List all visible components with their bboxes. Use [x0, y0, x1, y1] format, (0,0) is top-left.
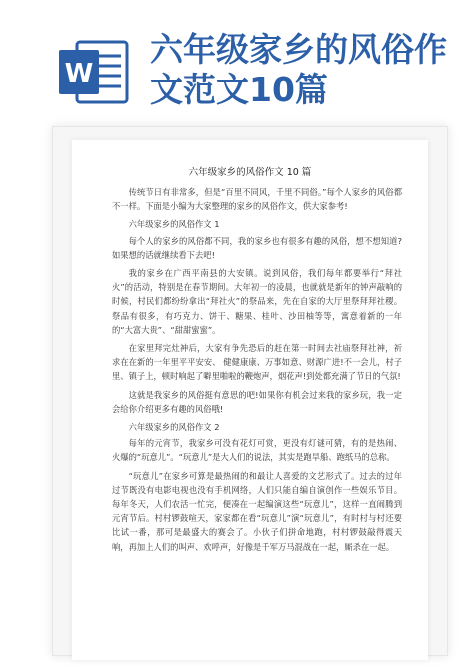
paragraph: 这就是我家乡的风俗挺有意思的吧!如果你有机会过来我的家乡玩，我一定会给你介绍更多有趣的风俗哦! [112, 389, 402, 414]
section-heading-1: 六年级家乡的风俗作文 1 [128, 219, 220, 230]
banner [0, 0, 474, 118]
document-page [72, 140, 428, 660]
word-icon-letter: W [64, 59, 94, 89]
paragraph: 我的家乡在广西平南县的大安镇。说到风俗，我们每年都要举行“拜社火”的活动，特别是在春节期间。大年初一的凌晨，也就就是新年的钟声敲响的时候，村民们都纷纷拿出“拜社火”的祭品来，先在自家的大厅里祭拜拜社稷。祭品有很多，有巧克力、饼干、糖果、桂叶、沙田柚等等，寓意着新的一年的“大富大贵”、“甜甜蜜蜜”。 [112, 268, 402, 335]
paragraph: “玩意儿”在家乡可算是最热闹的和最让人喜爱的文艺形式了。过去的过年过节既没有电影电视也没有手机网络，人们只能自编自演创作一些娱乐节目。每年冬天，人们农活一忙完，便凑在一起编演这些“玩意儿”，这样一直闹腾到元宵节后。村村锣鼓喧天，家家都在看“玩意儿”演“玩意儿”，有时村与村还要比试一番，那可是最盛大的赛会了。小伙子们拼命地跑，村村锣鼓敲得震天响，再加上人们的叫声、欢呼声，好像是千军万马混战在一起，厮杀在一起。 [112, 470, 402, 552]
paragraph-intro: 传统节日有非常多，但是“百里不同风，千里不同俗。”每个人家乡的风俗都不一样。下面是小编为大家整理的家乡的风俗作文，供大家参考! [112, 187, 402, 212]
paragraph: 每年的元宵节，我家乡可没有花灯可赏，更没有灯谜可猜，有的是热闹、火爆的“玩意儿”。“玩意儿”是大人们的说法，其实是跑旱船、跑纸马的总称。 [112, 438, 402, 463]
section-heading-2: 六年级家乡的风俗作文 2 [128, 422, 220, 433]
paragraph: 每个人的家乡的风俗都不同，我的家乡也有很多有趣的风俗，想不想知道?如果想的话就继续看下去吧! [112, 235, 402, 260]
document-body [112, 185, 402, 558]
paragraph: 在家里拜完灶神后，大家有争先恐后的赶在第一时间去社庙祭拜社神，祈求在在新的一年里平平安安、 健健康康、万事如意、财源广进!不一会儿，村子里、镇子上，顿时响起了噼里啪啦的鞭炮声，烟花声!到处都充满了节日的气氛! [112, 343, 402, 382]
banner-title: 六年级家乡的风俗作文范文10篇 [150, 30, 447, 109]
word-document-icon [55, 38, 131, 108]
document-title: 六年级家乡的风俗作文 10 篇 [188, 167, 312, 178]
